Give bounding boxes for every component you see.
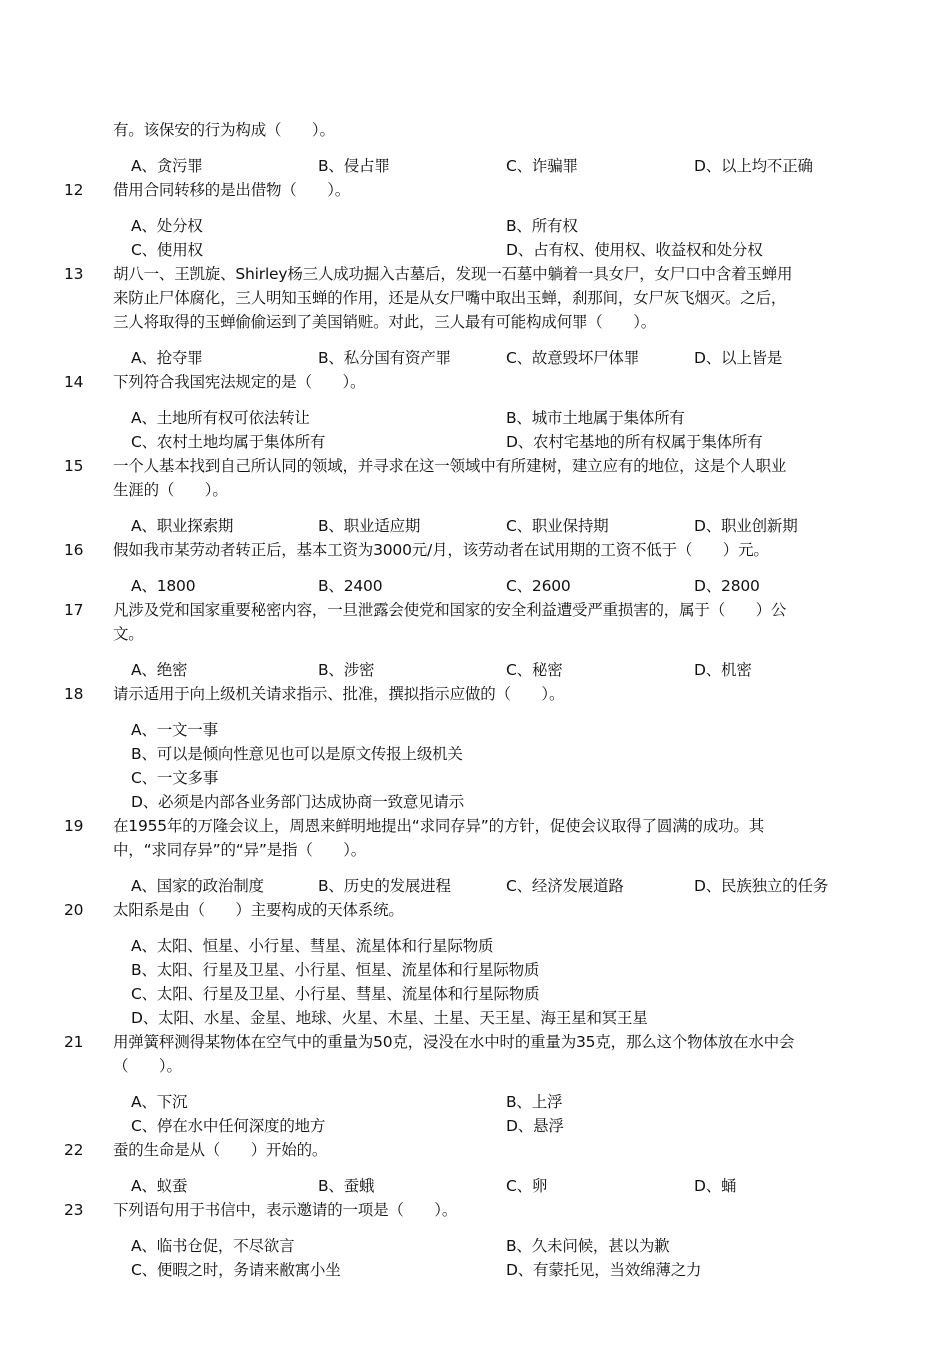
question-11-option-a: A、贪污罪 <box>131 157 203 175</box>
question-19-option-b: B、历史的发展进程 <box>318 877 451 895</box>
question-16-text: 假如我市某劳动者转正后，基本工资为3000元/月，该劳动者在试用期的工资不低于（ ）元。 <box>113 541 769 559</box>
question-20-option-d: D、太阳、水星、金星、地球、火星、木星、土星、天王星、海王星和冥王星 <box>131 1009 648 1027</box>
question-16-option-d: D、2800 <box>694 577 760 595</box>
question-20-number: 20 <box>64 901 84 919</box>
question-17-option-d: D、机密 <box>694 661 752 679</box>
question-14-option-d: D、农村宅基地的所有权属于集体所有 <box>506 433 763 451</box>
question-17-option-a: A、绝密 <box>131 661 188 679</box>
question-21-text-line-1: 用弹簧秤测得某物体在空气中的重量为50克，浸没在水中时的重量为35克，那么这个物体放在水中会 <box>113 1033 795 1051</box>
question-19-number: 19 <box>64 817 84 835</box>
question-21-text-line-2: （ ）。 <box>113 1057 182 1075</box>
question-14-option-b: B、城市土地属于集体所有 <box>506 409 685 427</box>
question-15-option-b: B、职业适应期 <box>318 517 421 535</box>
question-12-text: 借用合同转移的是出借物（ ）。 <box>113 181 351 199</box>
question-13-option-d: D、以上皆是 <box>694 349 783 367</box>
question-23-number: 23 <box>64 1201 84 1219</box>
question-14-option-c: C、农村土地均属于集体所有 <box>131 433 326 451</box>
question-12-option-a: A、处分权 <box>131 217 203 235</box>
question-21-number: 21 <box>64 1033 84 1051</box>
question-21-option-c: C、停在水中任何深度的地方 <box>131 1117 326 1135</box>
question-23-text: 下列语句用于书信中，表示邀请的一项是（ ）。 <box>113 1201 458 1219</box>
question-13-number: 13 <box>64 265 84 283</box>
question-16-option-b: B、2400 <box>318 577 383 595</box>
question-16-number: 16 <box>64 541 84 559</box>
question-23-option-d: D、有蒙托见，当效绵薄之力 <box>506 1261 702 1279</box>
question-16-option-c: C、2600 <box>506 577 571 595</box>
question-19-option-c: C、经济发展道路 <box>506 877 624 895</box>
question-12-option-b: B、所有权 <box>506 217 578 235</box>
question-18-option-d: D、必须是内部各业务部门达成协商一致意见请示 <box>131 793 465 811</box>
question-17-option-c: C、秘密 <box>506 661 563 679</box>
question-13-option-c: C、故意毁坏尸体罪 <box>506 349 640 367</box>
question-13-option-b: B、私分国有资产罪 <box>318 349 451 367</box>
question-20-option-a: A、太阳、恒星、小行星、彗星、流星体和行星际物质 <box>131 937 494 955</box>
question-18-text: 请示适用于向上级机关请求指示、批准，撰拟指示应做的（ ）。 <box>113 685 565 703</box>
question-21-option-d: D、悬浮 <box>506 1117 564 1135</box>
question-15-option-a: A、职业探索期 <box>131 517 234 535</box>
question-20-text: 太阳系是由（ ）主要构成的天体系统。 <box>113 901 404 919</box>
question-19-option-a: A、国家的政治制度 <box>131 877 264 895</box>
question-18-option-c: C、一文多事 <box>131 769 219 787</box>
question-13-text-line-3: 三人将取得的玉蝉偷偷运到了美国销赃。对此，三人最有可能构成何罪（ ）。 <box>113 313 657 331</box>
question-22-option-c: C、卵 <box>506 1177 548 1195</box>
question-21-option-a: A、下沉 <box>131 1093 188 1111</box>
question-14-text: 下列符合我国宪法规定的是（ ）。 <box>113 373 366 391</box>
question-22-text: 蚕的生命是从（ ）开始的。 <box>113 1141 328 1159</box>
question-23-option-c: C、便暇之时，务请来敝寓小坐 <box>131 1261 341 1279</box>
question-14-option-a: A、土地所有权可依法转让 <box>131 409 310 427</box>
question-17-number: 17 <box>64 601 84 619</box>
question-11-option-b: B、侵占罪 <box>318 157 390 175</box>
question-22-option-a: A、蚁蚕 <box>131 1177 188 1195</box>
question-20-option-b: B、太阳、行星及卫星、小行星、恒星、流星体和行星际物质 <box>131 961 540 979</box>
question-19-option-d: D、民族独立的任务 <box>694 877 829 895</box>
question-18-number: 18 <box>64 685 84 703</box>
question-22-number: 22 <box>64 1141 84 1159</box>
question-22-option-b: B、蚕蛾 <box>318 1177 375 1195</box>
question-12-option-c: C、使用权 <box>131 241 203 259</box>
question-22-option-d: D、蛹 <box>694 1177 737 1195</box>
question-15-text-line-2: 生涯的（ ）。 <box>113 481 228 499</box>
question-11-option-d: D、以上均不正确 <box>694 157 813 175</box>
question-20-option-c: C、太阳、行星及卫星、小行星、彗星、流星体和行星际物质 <box>131 985 540 1003</box>
question-18-option-a: A、一文一事 <box>131 721 218 739</box>
question-17-option-b: B、涉密 <box>318 661 375 679</box>
question-21-option-b: B、上浮 <box>506 1093 563 1111</box>
question-13-text-line-2: 来防止尸体腐化，三人明知玉蝉的作用，还是从女尸嘴中取出玉蝉，刹那间，女尸灰飞烟灭。之后， <box>113 289 787 307</box>
question-15-text-line-1: 一个人基本找到自己所认同的领域，并寻求在这一领域中有所建树，建立应有的地位，这是个人职业 <box>113 457 787 475</box>
question-17-text-line-2: 文。 <box>113 625 144 643</box>
question-14-number: 14 <box>64 373 84 391</box>
question-11-text: 有。该保安的行为构成（ ）。 <box>113 121 335 139</box>
question-13-text-line-1: 胡八一、王凯旋、Shirley杨三人成功掘入古墓后，发现一石墓中躺着一具女尸，女尸口中含着玉蝉用 <box>113 265 793 283</box>
question-11-option-c: C、诈骗罪 <box>506 157 578 175</box>
question-17-text-line-1: 凡涉及党和国家重要秘密内容，一旦泄露会使党和国家的安全利益遭受严重损害的，属于（ ）公 <box>113 601 787 619</box>
question-16-option-a: A、1800 <box>131 577 196 595</box>
question-15-option-c: C、职业保持期 <box>506 517 609 535</box>
question-12-option-d: D、占有权、使用权、收益权和处分权 <box>506 241 763 259</box>
question-15-number: 15 <box>64 457 84 475</box>
question-15-option-d: D、职业创新期 <box>694 517 798 535</box>
question-23-option-b: B、久未问候，甚以为歉 <box>506 1237 670 1255</box>
question-13-option-a: A、抢夺罪 <box>131 349 203 367</box>
question-18-option-b: B、可以是倾向性意见也可以是原文传报上级机关 <box>131 745 463 763</box>
question-12-number: 12 <box>64 181 84 199</box>
question-23-option-a: A、临书仓促，不尽欲言 <box>131 1237 295 1255</box>
question-19-text-line-2: 中，“求同存异”的“异”是指（ ）。 <box>113 841 367 859</box>
question-19-text-line-1: 在1955年的万隆会议上，周恩来鲜明地提出“求同存异”的方针，促使会议取得了圆满的成功。其 <box>113 817 765 835</box>
